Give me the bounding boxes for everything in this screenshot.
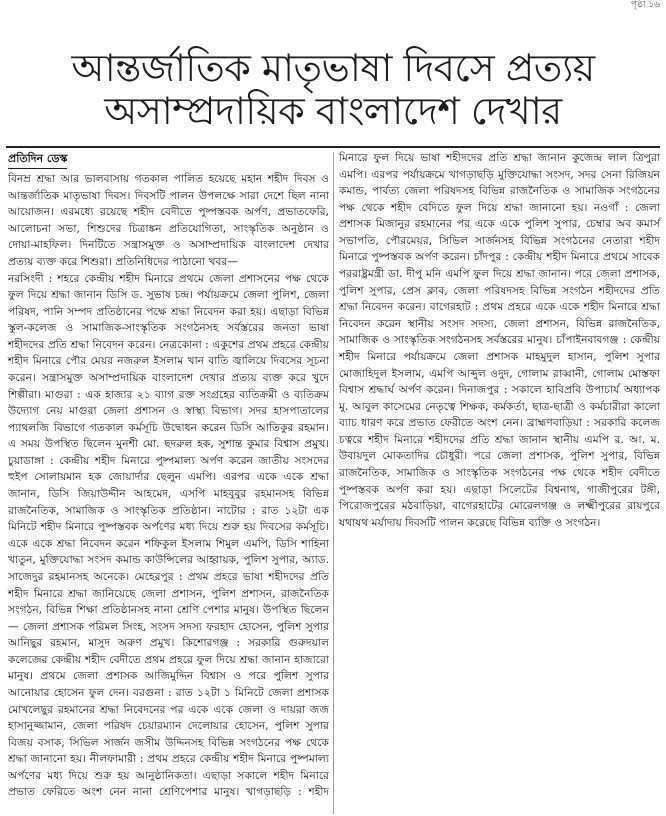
byline: প্রতিদিন ডেস্ক: [8, 150, 67, 169]
page-header-text: পৃষ্ঠা ১৬: [630, 0, 660, 10]
headline-line-1: আন্তর্জাতিক মাতৃভাষা দিবসে প্রত্যয়: [71, 46, 595, 91]
top-strip: [0, 0, 666, 10]
article-body: [8, 150, 660, 814]
headline-rule: [6, 146, 660, 148]
body-paragraph-reports: নরসিংদী : শহরে কেন্দ্রীয় শহীদ মিনারে প্রথমে জেলা প্রশাসনের পক্ষ থেকে ফুল দিয়ে শ্রদ্ধা জানান ডিসি ড. সুভাষ চন্দ্র। পর্যায়ক্রমে জেলা পুলিশ, জেলা পরিষদ, পানি সম্পদ প্রতিষ্ঠানের পক্ষে শ্রদ্ধা নিবেদন করা হয়। এছাড়া বিভিন্ন স্কুল-কলেজ ও সামাজিক-সাংস্কৃতিক সংগঠনসহ সর্বস্তরের জনতা ভাষা শহীদদের প্রতি শ্রদ্ধা নিবেদন করেন। নেত্রকোনা : একুশের প্রথম প্রহরে কেন্দ্রীয় শহীদ মিনারে পৌর মেয়র নজরুল ইসলাম খান বাতি জ্বালিয়ে দিবসের সূচনা করেন। সন্ত্রাসমুক্ত অসাম্প্রদায়িক বাংলাদেশ দেখার প্রত্যয় ব্যক্ত করে খুদে শিল্পীরা। মাগুরা : এক হাজার ২১ ব্যাগ রক্ত সংগ্রহের ব্যতিক্রমী ও ব্যতিক্রম উদ্যোগ নেয় মাগুরা জেলা প্রশাসন ও স্বাস্থ্য বিভাগ। সদর হাসপাতালের প্যাথলজি বিভাগে গতকাল কর্মসূচি উদ্বোধন করেন ডিসি আতিকুর রহমান। এ সময় উপস্থিত ছিলেন মুনশী মো. ছদরুল হক, সুশান্ত কুমার বিশ্বাস প্রমুখ। চুয়াডাঙ্গা : কেন্দ্রীয় শহীদ মিনারে পুষ্পমাল্য অর্পণ করেন জাতীয় সংসদের হুইপ সোলায়মান হক জোয়ার্দার ছেলুন এমপি। এরপর একে একে শ্রদ্ধা জানান, ডিসি জিয়াউদ্দীন আহমেদ, এসপি মাহবুবুর রহমানসহ বিভিন্ন রাজনৈতিক, সামাজিক ও সাংস্কৃতিক প্রতিষ্ঠান। নাটোর : রাত ১২টা এক মিনিটে শহীদ মিনারে পুষ্পস্তবক অর্পণের মধ্য দিয়ে শুরু হয় দিবসের কর্মসূচি। একে একে শ্রদ্ধা নিবেদন করেন শফিকুল ইসলাম শিমুল এমপি, ডিসি শাহিনা খাতুন, মুক্তিযোদ্ধা সংসদ কমান্ড কাউন্সিলের আহ্বায়ক, পুলিশ সুপার, অ্যাড. সাজেদুর রহমানসহ অনেকে। মেহেরপুর : প্রথম প্রহরে ভাষা শহীদদের প্রতি শহীদ মিনারে শ্রদ্ধা জানিয়েছে জেলা প্রশাসন, পুলিশ প্রশাসন, রাজনৈতিক সংগঠন, বিভিন্ন শিক্ষা প্রতিষ্ঠানসহ নানা শ্রেণি পেশার মানুষ। উপস্থিত ছিলেন— জেলা প্রশাসক পরিমল সিংহ, সংসদ সদস্য ফরহাদ হোসেন, পুলিশ সুপার আনিছুর রহমান, মাসুদ অরুণ প্রমুখ। কিশোরগঞ্জ : সরকারি গুরুদয়াল কলেজের কেন্দ্রীয় শহীদ বেদীতে প্রথম প্রহরে ফুল দিয়ে শ্রদ্ধা জানান হাজারো মানুষ। প্রথমে জেলা প্রশাসক আজিমুদ্দিন বিশ্বাস ও পরে পুলিশ সুপার আনোয়ার হোসেন ফুল দেন। বরগুনা : রাত ১২টা ১ মিনিটে জেলা প্রশাসক মোখলেছুর রহমানের শ্রদ্ধা নিবেদনের পর একে একে জেলা ও দায়রা জজ হাসানুজ্জামান, জেলা পরিষদ চেয়ারম্যান দেলোয়ার হোসেন, পুলিশ সুপার বিজয় বসাক, সিভিল সার্জন জসীম উদ্দিনসহ বিভিন্ন সংগঠনের পক্ষ থেকে শ্রদ্ধা জানানো হয়। নীলফামারী : প্রথম প্রহরে কেন্দ্রীয় শহীদ মিনারে পুষ্পমাল্য অর্পণের মধ্য দিয়ে শুরু হয় আনুষ্ঠানিকতা। এছাড়া সকালে শহীদ মিনারে প্রভাত ফেরিতে অংশ নেন নানা শ্রেণিপেশার মানুষ। খাগড়াছড়ি : শহীদ মিনারে ফুল দিয়ে ভাষা শহীদদের প্রতি শ্রদ্ধা জানান কুজেন্দ্র লাল ত্রিপুরা এমপি। এরপর পর্যায়ক্রমে খাগড়াছড়ি মুক্তিযোদ্ধা সংসদ, সদর সেনা রিজিয়ন কমান্ড, পার্বত্য জেলা পরিষদসহ বিভিন্ন রাজনৈতিক ও সামাজিক সংগঠনের পক্ষ থেকে শহীদ বেদিতে ফুল দিয়ে শ্রদ্ধা জানানো হয়। নওগাঁ : জেলা প্রশাসক মিজানুর রহমানের পর একে একে পুলিশ সুপার, চেম্বার অব কমার্স সভাপতি, পৌরমেয়র, সিভিল সার্জনসহ বিভিন্ন সংগঠনের নেতারা শহীদ মিনারে পুষ্পস্তবক অর্পণ করেন। চাঁদপুর : কেন্দ্রীয় শহীদ মিনারে প্রথমে সাবেক পররাষ্ট্রমন্ত্রী ডা. দীপু মনি এমপি ফুল দিয়ে শ্রদ্ধা জানান। পরে জেলা প্রশাসক, পুলিশ সুপার, প্রেস ক্লাব, জেলা পরিষদসহ বিভিন্ন সংগঠন শহীদদের প্রতি শ্রদ্ধা নিবেদন করেন। বাগেরহাট : প্রথম প্রহরে একে একে শহীদ মিনারে শ্রদ্ধা নিবেদন করেন স্থানীয় সংসদ সদস্য, জেলা প্রশাসন, বিভিন্ন রাজনৈতিক, সামাজিক ও সাংস্কৃতিক সংগঠনসহ সর্বস্তরের মানুষ। চাঁপাইনবাবগঞ্জ : কেন্দ্রীয় শহীদ মিনারে পর্যায়ক্রমে জেলা প্রশাসক মাহমুদুল হাসান, পুলিশ সুপার মোজাহিদুল ইসলাম, এমপি আব্দুল ওদুদ, গোলাম রাব্বানী, গোলাম মোস্তফা বিশ্বাস শ্রদ্ধার্ঘ অর্পণ করেন। দিনাজপুর : সকালে হাবিপ্রবি উপাচার্য অধ্যাপক মু. আবুল কাসেমের নেতৃত্বে শিক্ষক, কর্মকর্তা, ছাত্র-ছাত্রী ও কর্মচারীরা কালো ব্যাচ ধারণ করে প্রভাত ফেরীতে অংশ নেন। ব্রাহ্মণবাড়িয়া : সরকারি কলেজ চত্বরে শহীদ মিনারে শহীদদের প্রতি শ্রদ্ধা জানান স্থানীয় এমপি র. আ. ম. উবায়দুল মোকতাদির চৌধুরী। পরে জেলা প্রশাসক, পুলিশ সুপার, বিভিন্ন রাজনৈতিক, সামাজিক ও সাংস্কৃতিক সংগঠনের পক্ষ থেকে শহীদ বেদীতে পুষ্পস্তবক অর্পণ করা হয়। এছাড়া সিলেটের বিশ্বনাথ, গাজীপুরের টঙ্গী, পিরোজপুরের মঠবাড়িয়া, বাগেরহাটের মোরেলগঞ্জ ও লক্ষ্মীপুরের রায়পুরে যথাযথ মর্যাদায় দিবসটি পালন করেছে বিভিন্ন ব্যক্তি ও সংগঠন।: [8, 151, 660, 799]
headline: [0, 47, 666, 132]
headline-line-2: অসাম্প্রদায়িক বাংলাদেশ দেখার: [104, 88, 562, 133]
body-paragraph-intro: বিনম্র শ্রদ্ধা আর ভালবাসায় গতকাল পালিত হয়েছে মহান শহীদ দিবস ও আন্তর্জাতিক মাতৃভাষা দিবস। দিবসটি পালন উপলক্ষে সারা দেশে ছিল নানা আয়োজন। এরমধ্যে রয়েছে শহীদ বেদীতে পুষ্পস্তবক অর্পণ, প্রভাতফেরি, আলোচনা সভা, শিশুদের চিত্রাঙ্কন প্রতিযোগিতা, সাংস্কৃতিক অনুষ্ঠান ও দোয়া-মাহফিল। দিনটিতে সন্ত্রাসমুক্ত ও অসাম্প্রদায়িক বাংলাদেশ দেখার প্রত্যয় ব্যক্ত করে শিশুরা। প্রতিনিধিদের পাঠানো খবর—: [8, 172, 329, 268]
